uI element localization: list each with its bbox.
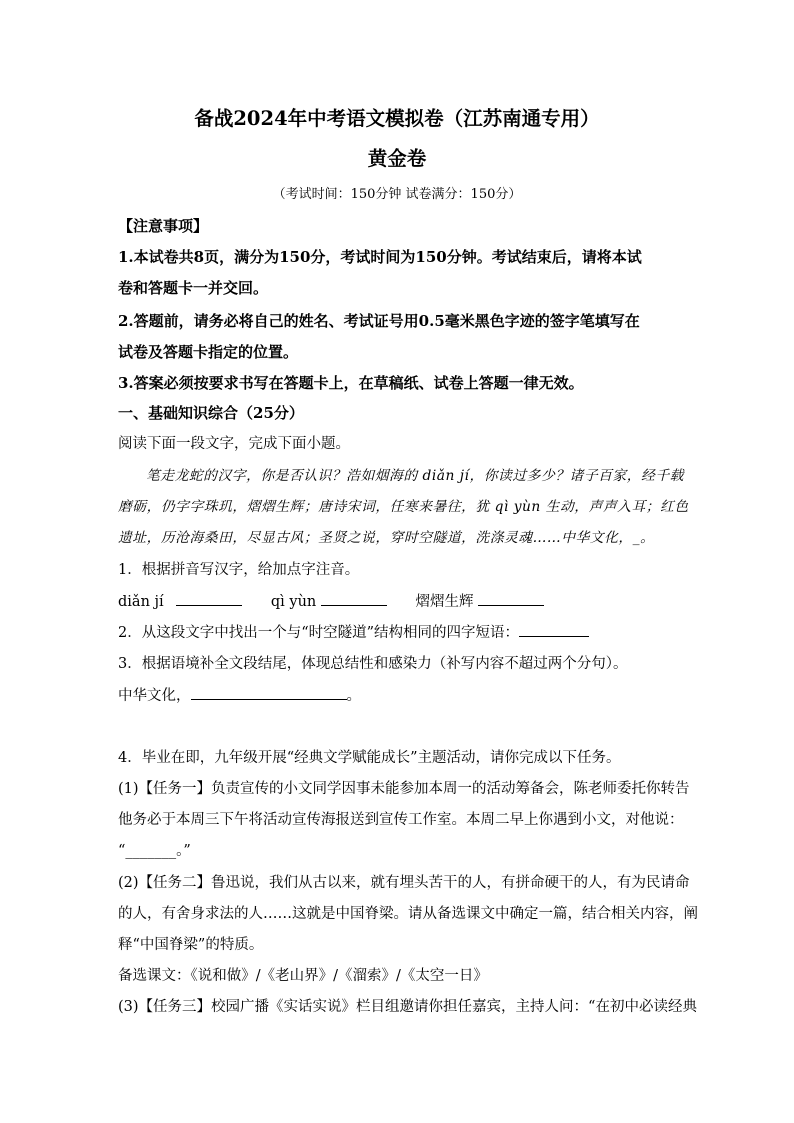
- task-1-line: 他务必于本周三下午将活动宣传海报送到宣传工作室。本周二早上你遇到小文，对他说：: [118, 812, 684, 828]
- reading-instruction: 阅读下面一段文字，完成下面小题。: [118, 436, 350, 452]
- passage-line: 遗址，历沧海桑田，尽显古风；圣贤之说，穿时空隧道，洗涤灵魂……中华文化，_。: [118, 530, 655, 546]
- question-1: 1．根据拼音写汉字，给加点字注音。: [118, 562, 360, 578]
- word-c: 熠熠生辉: [415, 594, 474, 610]
- pinyin-b: qì yùn: [270, 594, 317, 610]
- notice-line: 卷和答题卡一并交回。: [118, 279, 269, 297]
- passage-line: 笔走龙蛇的汉字，你是否认识？浩如烟海的 diǎn jí，你读过多少？诸子百家，经千载: [146, 468, 684, 484]
- task-3-line: (3)【任务三】校园广播《实话实说》栏目组邀请你担任嘉宾，主持人问：“在初中必读经典: [118, 999, 697, 1015]
- question-1-blanks: [118, 591, 544, 612]
- option-texts: 备选课文：《说和做》/《老山界》/《溜索》/《太空一日》: [118, 968, 488, 984]
- answer-blank-c[interactable]: [478, 591, 544, 606]
- task-2-line: (2)【任务二】鲁迅说，我们从古以来，就有埋头苦干的人，有拼命硬干的人，有为民请命: [118, 875, 690, 891]
- notice-line: 3.答案必须按要求书写在答题卡上，在草稿纸、试卷上答题一律无效。: [118, 374, 584, 392]
- notice-line: 2.答题前，请务必将自己的姓名、考试证号用0.5毫米黑色字迹的签字笔填写在: [118, 312, 640, 330]
- exam-subtitle: 黄金卷: [367, 147, 427, 170]
- task-1-line: (1)【任务一】负责宣传的小文同学因事未能参加本周一的活动筹备会，陈老师委托你转告: [118, 781, 690, 797]
- exam-title: 备战2024年中考语文模拟卷（江苏南通专用）: [194, 107, 600, 130]
- notice-line: 1.本试卷共8页，满分为150分，考试时间为150分钟。考试结束后，请将本试: [118, 248, 642, 266]
- question-4-intro: 4．毕业在即，九年级开展“经典文学赋能成长”主题活动，请你完成以下任务。: [118, 750, 621, 766]
- notice-heading: 【注意事项】: [118, 217, 209, 235]
- pinyin-a: diǎn jí: [118, 594, 164, 610]
- question-2: [118, 622, 589, 643]
- answer-blank-q3[interactable]: [191, 685, 347, 700]
- q3-prefix: 中华文化，: [118, 688, 191, 704]
- task-2-line: 的人，有舍身求法的人……这就是中国脊梁。请从备选课文中确定一篇，结合相关内容，阐: [118, 906, 698, 922]
- notice-line: 试卷及答题卡指定的位置。: [118, 343, 299, 361]
- exam-info: （考试时间：150分钟 试卷满分：150分）: [272, 187, 522, 202]
- question-3-answer: [118, 685, 361, 706]
- section-heading: 一、基础知识综合（25分）: [118, 404, 304, 422]
- task-2-line: 释“中国脊梁”的特质。: [118, 937, 264, 953]
- task-1-line: “_______。”: [118, 843, 191, 859]
- answer-blank-b[interactable]: [321, 591, 387, 606]
- q3-suffix: 。: [346, 688, 361, 704]
- question-2-text: 2．从这段文字中找出一个与“时空隧道”结构相同的四字短语：: [118, 625, 520, 641]
- question-3: 3．根据语境补全文段结尾，体现总结性和感染力（补写内容不超过两个分句）。: [118, 656, 628, 672]
- answer-blank-q2[interactable]: [519, 622, 589, 637]
- answer-blank-a[interactable]: [176, 591, 242, 606]
- passage-line: 磨砺，仍字字珠玑，熠熠生辉；唐诗宋词，任寒来暑往，犹 qì yùn 生动，声声入耳；红色: [118, 499, 689, 515]
